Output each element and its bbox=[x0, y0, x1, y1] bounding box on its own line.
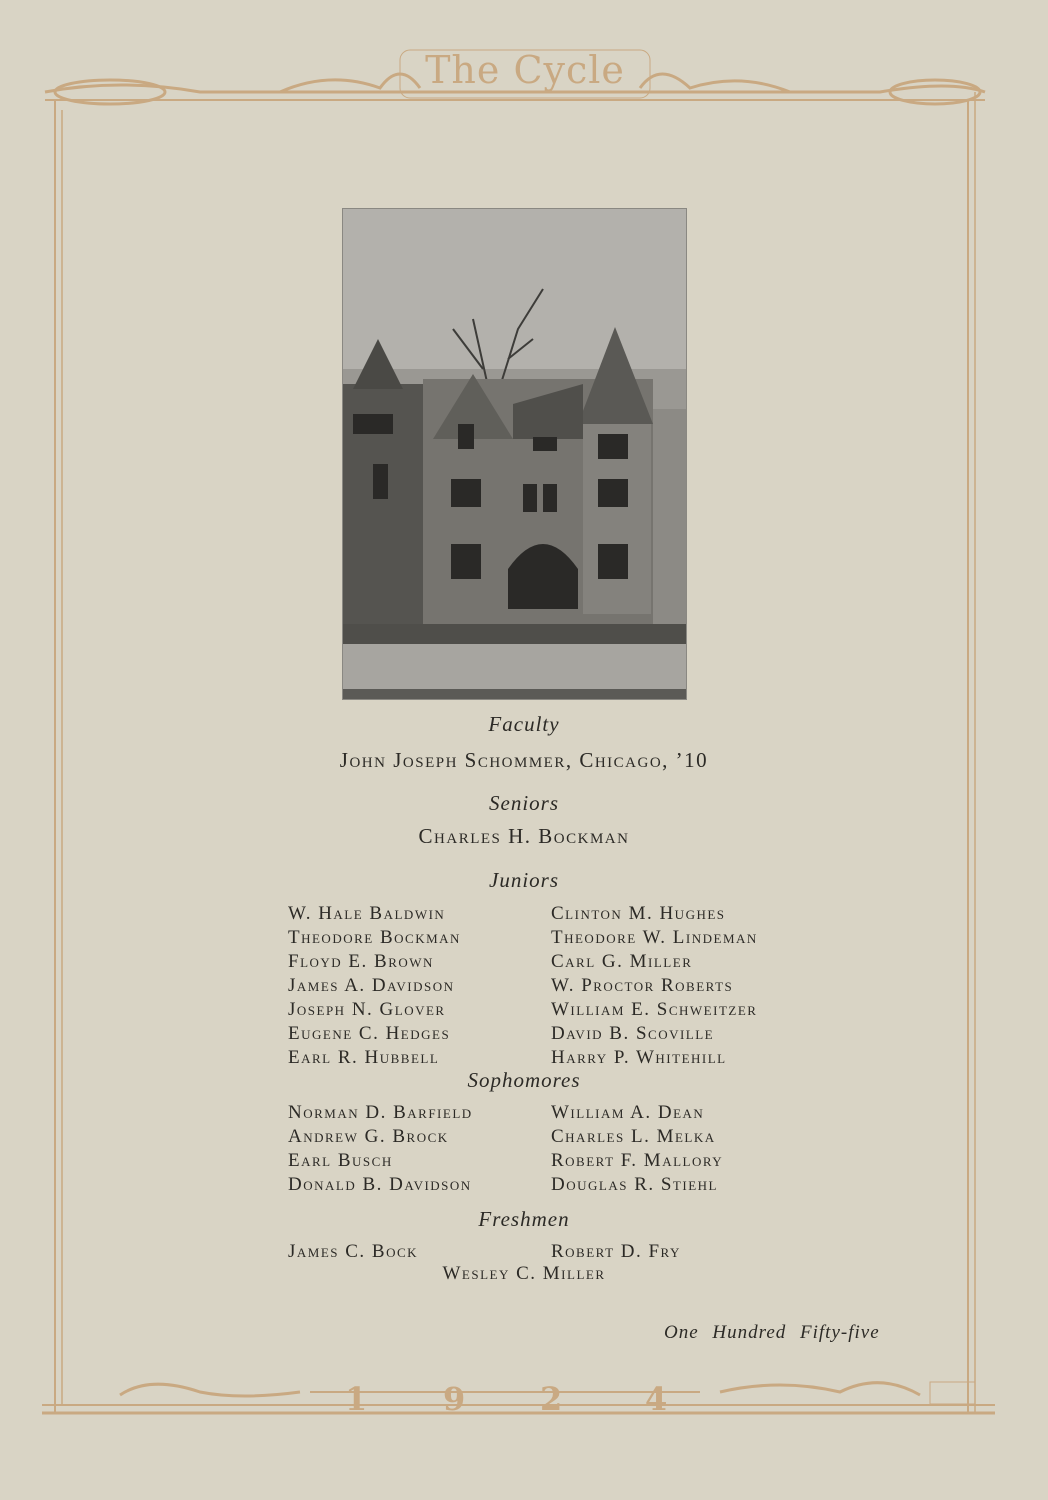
list-item: Wesley C. Miller bbox=[442, 1263, 606, 1284]
list-item: Theodore Bockman bbox=[288, 927, 461, 948]
list-item: James A. Davidson bbox=[288, 975, 455, 996]
juniors-left-column bbox=[288, 902, 461, 1070]
header-title: The Cycle bbox=[425, 48, 625, 92]
seniors-heading: Seniors bbox=[489, 791, 559, 815]
faculty-member: John Joseph Schommer, Chicago, ’10 bbox=[339, 748, 709, 772]
list-item: Norman D. Barfield bbox=[288, 1102, 473, 1123]
list-item: W. Proctor Roberts bbox=[551, 975, 734, 996]
sophomores-left-column bbox=[288, 1101, 473, 1197]
year-digit: 2 bbox=[540, 1380, 563, 1418]
list-item: William A. Dean bbox=[551, 1102, 705, 1123]
list-item: Douglas R. Stiehl bbox=[551, 1174, 718, 1195]
list-item: William E. Schweitzer bbox=[551, 999, 758, 1020]
sophomores-heading: Sophomores bbox=[467, 1068, 581, 1092]
juniors-right-column bbox=[551, 902, 758, 1070]
list-item: Carl G. Miller bbox=[551, 951, 693, 972]
freshmen-right bbox=[551, 1240, 681, 1264]
list-item: Eugene C. Hedges bbox=[288, 1023, 451, 1044]
year-digit: 9 bbox=[443, 1380, 466, 1418]
building-image bbox=[343, 209, 686, 699]
list-item: David B. Scoville bbox=[551, 1023, 715, 1044]
faculty-heading: Faculty bbox=[488, 712, 560, 736]
list-item: Harry P. Whitehill bbox=[551, 1047, 727, 1068]
year-digit: 1 bbox=[345, 1380, 368, 1418]
list-item: Clinton M. Hughes bbox=[551, 903, 726, 924]
list-item: Earl Busch bbox=[288, 1150, 393, 1171]
page-number: One Hundred Fifty-five bbox=[664, 1322, 880, 1343]
list-item: Joseph N. Glover bbox=[288, 999, 446, 1020]
list-item: Floyd E. Brown bbox=[288, 951, 434, 972]
list-item: Andrew G. Brock bbox=[288, 1126, 449, 1147]
senior-member: Charles H. Bockman bbox=[418, 824, 630, 848]
year-digit: 4 bbox=[645, 1380, 668, 1418]
list-item: Robert D. Fry bbox=[551, 1241, 681, 1262]
freshmen-left bbox=[288, 1240, 418, 1264]
sophomores-right-column bbox=[551, 1101, 723, 1197]
list-item: Robert F. Mallory bbox=[551, 1150, 724, 1171]
list-item: James C. Bock bbox=[288, 1241, 419, 1262]
juniors-heading: Juniors bbox=[489, 868, 559, 892]
freshmen-heading: Freshmen bbox=[478, 1207, 570, 1231]
freshmen-center bbox=[0, 1262, 1048, 1286]
list-item: Donald B. Davidson bbox=[288, 1174, 472, 1195]
list-item: Charles L. Melka bbox=[551, 1126, 716, 1147]
list-item: Theodore W. Lindeman bbox=[551, 927, 758, 948]
list-item: Earl R. Hubbell bbox=[288, 1047, 440, 1068]
building-photo bbox=[342, 208, 687, 700]
list-item: W. Hale Baldwin bbox=[288, 903, 446, 924]
